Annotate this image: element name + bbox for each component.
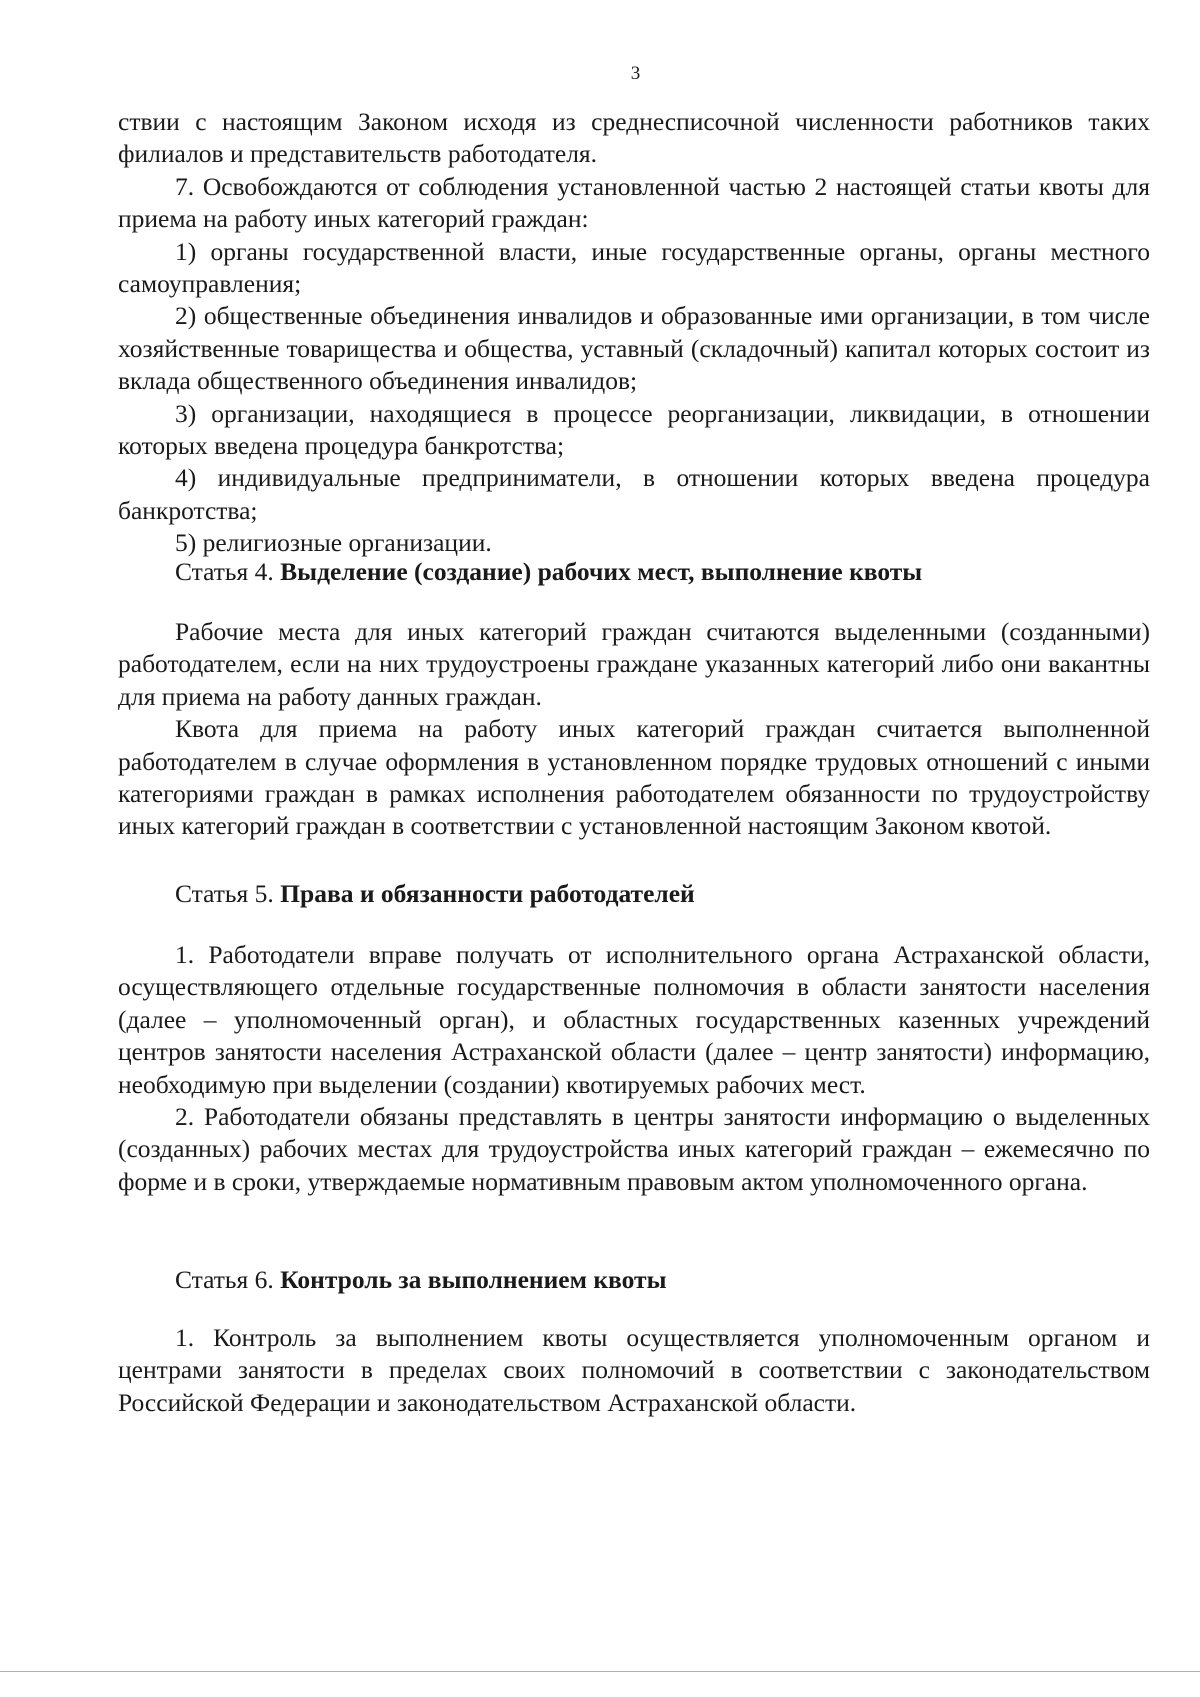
article-4-body bbox=[118, 616, 1150, 843]
page-bottom-rule bbox=[0, 1671, 1200, 1672]
clause-7: 7. Освобождаются от соблюдения установленной частью 2 настоящей статьи квоты для приема на работу иных категорий граждан: bbox=[118, 171, 1150, 234]
article-5-heading bbox=[118, 878, 1150, 910]
article-5-paragraph-2: 2. Работодатели обязаны представлять в центры занятости информацию о выделенных (созданных) рабочих местах для трудоустройства иных категорий граждан – ежемесячно по форме и в сроки, утверждаемые нормативным правовым актом уполномоченного органа. bbox=[118, 1102, 1150, 1196]
article-4-paragraph-2: Квота для приема на работу иных категорий граждан считается выполненной работодателем в случае оформления в установленном порядке трудовых отношений с иными категориями граждан в рамках исполнения работодателем обязанности по трудоустройству иных категорий граждан в соответствии с установленной настоящим Законом квотой. bbox=[118, 714, 1150, 841]
article-5-title: Права и обязанности работодателей bbox=[280, 879, 695, 908]
article-4-heading bbox=[118, 556, 1150, 588]
article-5-body bbox=[118, 939, 1150, 1198]
article-4-title: Выделение (создание) рабочих мест, выполнение квоты bbox=[280, 557, 923, 586]
article-6-paragraph-1: 1. Контроль за выполнением квоты осуществляется уполномоченным органом и центрами занятости в пределах своих полномочий в соответствии с законодательством Российской Федерации и законодательством Астраханской области. bbox=[118, 1323, 1150, 1417]
list-item-1: 1) органы государственной власти, иные государственные органы, органы местного самоуправления; bbox=[118, 236, 1150, 299]
list-item-5: 5) религиозные организации. bbox=[175, 528, 492, 558]
continuation-paragraph: ствии с настоящим Законом исходя из среднесписочной численности работников таких филиалов и представительств работодателя. bbox=[118, 107, 1150, 169]
page-number: 3 bbox=[630, 63, 641, 84]
list-item-4: 4) индивидуальные предприниматели, в отношении которых введена процедура банкротства; bbox=[118, 463, 1150, 525]
article-5-prefix: Статья 5. bbox=[175, 879, 274, 908]
article-6-heading bbox=[118, 1264, 1150, 1296]
list-item-3: 3) организации, находящиеся в процессе реорганизации, ликвидации, в отношении которых введена процедура банкротства; bbox=[118, 398, 1150, 461]
article-6-prefix: Статья 6. bbox=[175, 1265, 274, 1294]
article-6-title: Контроль за выполнением квоты bbox=[280, 1265, 667, 1294]
article-6-body bbox=[118, 1322, 1150, 1419]
article-4-paragraph-1: Рабочие места для иных категорий граждан считаются выделенными (созданными) работодателем, если на них трудоустроены граждане указанных категорий либо они вакантны для приема на работу данных граждан. bbox=[118, 617, 1150, 711]
article-3-continuation bbox=[118, 106, 1150, 560]
list-item-2: 2) общественные объединения инвалидов и образованные ими организации, в том числе хозяйственные товарищества и общества, уставный (складочный) капитал которых состоит из вклада общественного объединения инвалидов; bbox=[118, 301, 1150, 396]
article-5-paragraph-1: 1. Работодатели вправе получать от исполнительного органа Астраханской области, осуществляющего отдельные государственные полномочия в области занятости населения (далее – уполномоченный орган), и областных государственных казенных учреждений центров занятости населения Астраханской области (далее – центр занятости) информацию, необходимую при выделении (создании) квотируемых рабочих мест. bbox=[118, 940, 1150, 1099]
article-4-prefix: Статья 4. bbox=[175, 557, 274, 586]
